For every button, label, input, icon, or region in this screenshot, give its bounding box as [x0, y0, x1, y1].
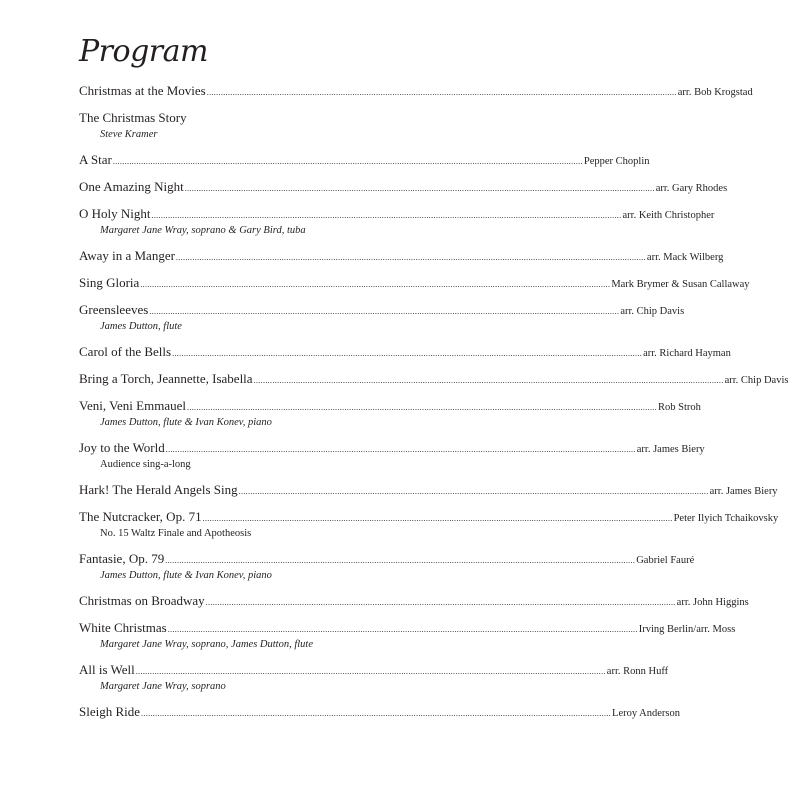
program-line: [79, 702, 680, 721]
dot-leader: ........................................................................................................................................................................................................: [187, 403, 657, 412]
dot-leader: ........................................................................................................................................................................................................: [206, 88, 677, 97]
dot-leader: ........................................................................................................................................................................................................: [149, 307, 620, 316]
piece-title: Christmas on Broadway: [79, 593, 205, 608]
program-line: [79, 150, 650, 169]
composer-credit: arr. Chip Davis: [620, 306, 685, 317]
dot-leader: ........................................................................................................................................................................................................: [165, 556, 636, 565]
program-line: [79, 273, 750, 292]
dot-leader: ........................................................................................................................................................................................................: [140, 280, 611, 289]
piece-title: Greensleeves: [79, 302, 149, 317]
program-entry: [79, 396, 701, 430]
program-entry: [79, 342, 731, 361]
performer-note: James Dutton, flute & Ivan Konev, piano: [100, 417, 272, 428]
program-entry: [79, 438, 705, 472]
performer-note: Steve Kramer: [100, 129, 158, 140]
piece-title: Away in a Manger: [79, 248, 175, 263]
piece-title: Fantasie, Op. 79: [79, 551, 165, 566]
dot-leader: ........................................................................................................................................................................................................: [184, 184, 655, 193]
program-line: [79, 438, 705, 457]
composer-credit: arr. James Biery: [709, 486, 778, 497]
composer-credit: arr. Gary Rhodes: [655, 183, 728, 194]
program-entry: [79, 618, 736, 652]
composer-credit: arr. Chip Davis: [724, 375, 788, 386]
piece-title: All is Well: [79, 662, 135, 677]
piece-title: The Nutcracker, Op. 71: [79, 509, 202, 524]
program-entry: [79, 177, 728, 196]
piece-title: O Holy Night: [79, 206, 151, 221]
program-line: [79, 204, 715, 223]
piece-title: Sleigh Ride: [79, 704, 141, 719]
composer-credit: Irving Berlin/arr. Moss: [638, 624, 736, 635]
program-entry: [79, 591, 749, 610]
piece-title: The Christmas Story: [79, 110, 187, 125]
program-line: [79, 342, 731, 361]
program-entry: [79, 273, 750, 292]
program-entry: [79, 660, 669, 694]
piece-title: Carol of the Bells: [79, 344, 172, 359]
program-entry: [79, 204, 715, 238]
program-line: [79, 507, 779, 526]
dot-leader: ........................................................................................................................................................................................................: [151, 211, 622, 220]
program-line: [79, 480, 778, 499]
program-entry: [79, 108, 578, 142]
program-line: [79, 618, 736, 637]
piece-title: Sing Gloria: [79, 275, 140, 290]
dot-leader: ........................................................................................................................................................................................................: [112, 157, 583, 166]
dot-leader: ........................................................................................................................................................................................................: [253, 376, 724, 385]
program-line: [79, 591, 749, 610]
piece-title: One Amazing Night: [79, 179, 184, 194]
program-entry: [79, 246, 724, 265]
program-line: [79, 660, 669, 679]
composer-credit: arr. Mack Wilberg: [646, 252, 724, 263]
program-line: [79, 81, 753, 100]
piece-title: Veni, Veni Emmauel: [79, 398, 186, 413]
dot-leader: ........................................................................................................................................................................................................: [175, 253, 646, 262]
program-line: [79, 396, 701, 415]
composer-credit: arr. James Biery: [636, 444, 705, 455]
program-line: [79, 246, 724, 265]
piece-title: A Star: [79, 152, 112, 167]
program-line: [79, 369, 788, 388]
program-entry: [79, 549, 695, 583]
dot-leader: ........................................................................................................................................................................................................: [202, 514, 673, 523]
composer-credit: arr. Bob Krogstad: [677, 87, 753, 98]
dot-leader: ........................................................................................................................................................................................................: [167, 625, 638, 634]
composer-credit: arr. Ronn Huff: [606, 666, 669, 677]
program-entry: [79, 507, 779, 541]
dot-leader: ........................................................................................................................................................................................................: [165, 445, 636, 454]
performer-note: No. 15 Waltz Finale and Apotheosis: [100, 528, 252, 539]
performer-note: Margaret Jane Wray, soprano, James Dutton, flute: [100, 639, 313, 650]
piece-title: Christmas at the Movies: [79, 83, 206, 98]
program-entry: [79, 480, 778, 499]
dot-leader: ........................................................................................................................................................................................................: [238, 487, 709, 496]
piece-title: White Christmas: [79, 620, 167, 635]
dot-leader: ........................................................................................................................................................................................................: [172, 349, 643, 358]
piece-title: Joy to the World: [79, 440, 165, 455]
composer-credit: Mark Brymer & Susan Callaway: [611, 279, 750, 290]
program-entry: [79, 300, 685, 334]
piece-title: Hark! The Herald Angels Sing: [79, 482, 238, 497]
program-entry: [79, 702, 680, 721]
composer-credit: arr. John Higgins: [676, 597, 749, 608]
composer-credit: Peter Ilyich Tchaikovsky: [673, 513, 779, 524]
composer-credit: Gabriel Fauré: [636, 555, 695, 566]
performer-note: James Dutton, flute & Ivan Konev, piano: [100, 570, 272, 581]
composer-credit: Leroy Anderson: [612, 708, 680, 719]
piece-title: Bring a Torch, Jeannette, Isabella: [79, 371, 253, 386]
composer-credit: Rob Stroh: [658, 402, 701, 413]
dot-leader: ........................................................................................................................................................................................................: [135, 667, 606, 676]
program-line: [79, 300, 685, 319]
performer-note: Margaret Jane Wray, soprano: [100, 681, 226, 692]
composer-credit: arr. Keith Christopher: [622, 210, 715, 221]
performer-note: Audience sing-a-long: [100, 459, 191, 470]
composer-credit: Pepper Choplin: [583, 156, 650, 167]
dot-leader: ........................................................................................................................................................................................................: [205, 598, 676, 607]
program-line: [79, 108, 578, 127]
dot-leader: ........................................................................................................................................................................................................: [141, 709, 612, 718]
program-line: [79, 549, 695, 568]
program-entry: [79, 150, 650, 169]
performer-note: James Dutton, flute: [100, 321, 182, 332]
performer-note: Margaret Jane Wray, soprano & Gary Bird, tuba: [100, 225, 306, 236]
composer-credit: arr. Richard Hayman: [643, 348, 731, 359]
program-entry: [79, 81, 753, 100]
page-title: Program: [79, 34, 208, 69]
program-line: [79, 177, 728, 196]
program-entry: [79, 369, 788, 388]
